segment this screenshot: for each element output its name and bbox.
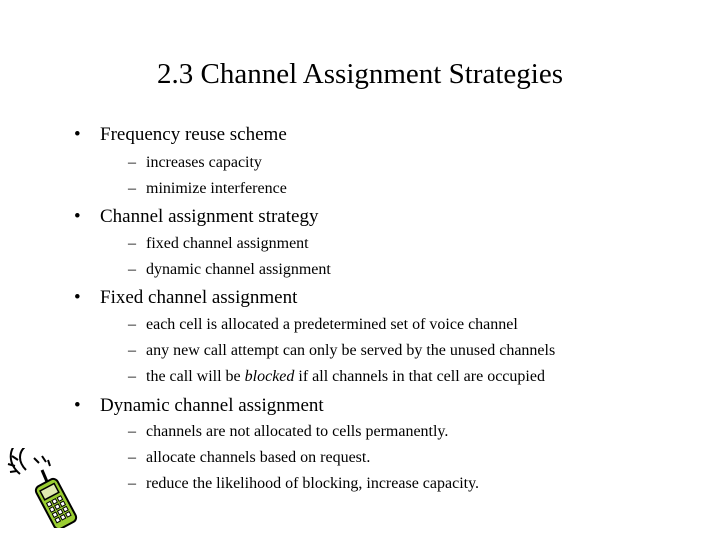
sub-text: reduce the likelihood of blocking, increase capacity. [146, 475, 480, 492]
sub-item [128, 260, 331, 280]
sub-text: the call will be [146, 368, 241, 385]
bullet-dot: • [74, 287, 81, 308]
sub-dash: – [128, 316, 136, 333]
bullet-channel-assignment-strategy [74, 206, 318, 228]
bullet-text: Channel assignment strategy [100, 206, 319, 227]
sub-item [128, 153, 262, 173]
bullet-fixed-channel-assignment [74, 287, 297, 309]
sub-item [128, 315, 518, 335]
sub-item [128, 179, 287, 199]
sub-dash: – [128, 154, 136, 171]
bullet-dot: • [74, 124, 81, 145]
sub-dash: – [128, 180, 136, 197]
sub-dash: – [128, 235, 136, 252]
sub-text: any new call attempt can only be served by the unused channels [146, 342, 556, 359]
bullet-text: Dynamic channel assignment [100, 395, 324, 416]
slide-title: 2.3 Channel Assignment Strategies [157, 58, 563, 90]
sub-item [128, 234, 309, 254]
bullet-frequency-reuse [74, 124, 287, 146]
sub-dash: – [128, 261, 136, 278]
sub-text: channels are not allocated to cells permanently. [146, 423, 449, 440]
sub-dash: – [128, 423, 136, 440]
sub-text: fixed channel assignment [146, 235, 309, 252]
bullet-dot: • [74, 395, 81, 416]
sub-text: each cell is allocated a predetermined set of voice channel [146, 316, 518, 333]
sub-text: if all channels in that cell are occupied [298, 368, 545, 385]
sub-dash: – [128, 342, 136, 359]
sub-item [128, 448, 370, 468]
bullet-text: Fixed channel assignment [100, 287, 298, 308]
bullet-dot: • [74, 206, 81, 227]
bullet-text: Frequency reuse scheme [100, 124, 287, 145]
bullet-dynamic-channel-assignment [74, 395, 324, 417]
sub-dash: – [128, 475, 136, 492]
sub-text: increases capacity [146, 154, 262, 171]
cell-phone-ringing-icon [4, 448, 84, 528]
sub-dash: – [128, 368, 136, 385]
sub-item [128, 341, 555, 361]
sub-item [128, 474, 479, 494]
sub-text: dynamic channel assignment [146, 261, 331, 278]
sub-text: minimize interference [146, 180, 287, 197]
sub-text: allocate channels based on request. [146, 449, 371, 466]
sub-text-emphasis: blocked [244, 368, 295, 385]
sub-dash: – [128, 449, 136, 466]
sub-item [128, 367, 545, 387]
sub-item [128, 422, 448, 442]
